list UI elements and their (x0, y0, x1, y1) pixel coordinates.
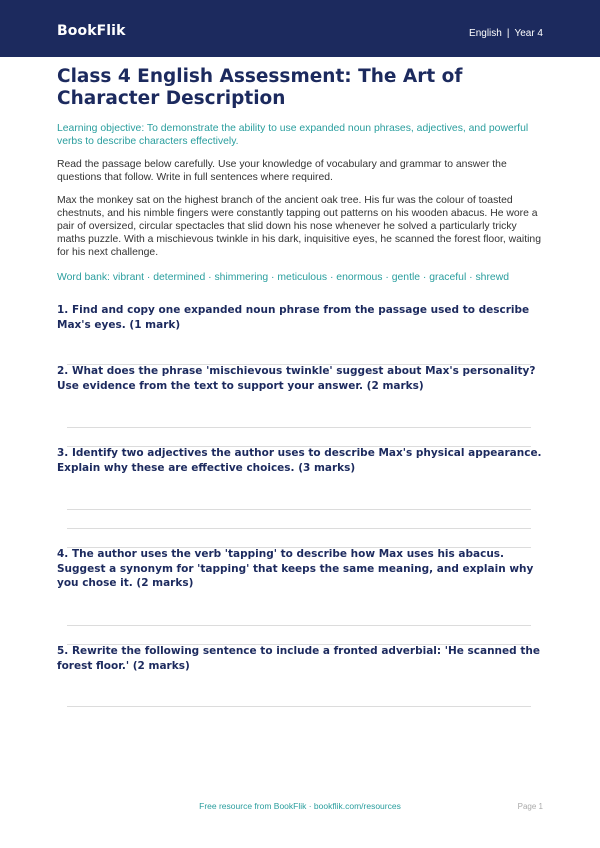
question-4: 4. The author uses the verb 'tapping' to describe how Max uses his abacus. Suggest a synonym for 'tapping' that keeps the same meaning, and explain why you chose it. (2 marks) (57, 548, 534, 589)
word-bank: Word bank: vibrant · determined · shimmering · meticulous · enormous · gentle · graceful · shrewd (57, 272, 509, 283)
question-1: 1. Find and copy one expanded noun phrase from the passage used to describe Max's eyes. (1 mark) (57, 304, 530, 331)
answer-line[interactable] (67, 509, 531, 510)
subject-year-meta (469, 28, 543, 39)
question-3: 3. Identify two adjectives the author uses to describe Max's physical appearance. Explain why these are effective choices. (3 marks) (57, 447, 542, 474)
page-title: Class 4 English Assessment: The Art of Character Description (57, 66, 463, 109)
answer-line[interactable] (67, 625, 531, 626)
site-header (0, 0, 600, 57)
answer-line[interactable] (67, 528, 531, 529)
instructions: Read the passage below carefully. Use your knowledge of vocabulary and grammar to answer the questions that follow. Write in full sentences where required. (57, 159, 507, 183)
question-2: 2. What does the phrase 'mischievous twinkle' suggest about Max's personality? Use evidence from the text to support your answer. (2 marks) (57, 365, 536, 392)
meta-separator: | (506, 28, 510, 39)
year-label: Year 4 (514, 28, 543, 39)
footer-resource-link[interactable]: Free resource from BookFlik · bookflik.com/resources (199, 801, 401, 811)
brand-logo-text[interactable]: BookFlik (57, 23, 126, 39)
answer-line[interactable] (67, 427, 531, 428)
page-number: Page 1 (517, 802, 543, 811)
question-5: 5. Rewrite the following sentence to include a fronted adverbial: 'He scanned the forest floor.' (2 marks) (57, 645, 540, 672)
subject-label: English (469, 28, 502, 39)
answer-line[interactable] (67, 706, 531, 707)
reading-passage: Max the monkey sat on the highest branch of the ancient oak tree. His fur was the colour of toasted chestnuts, and his nimble fingers were constantly tapping out patterns on his wooden abacus. He wore a pair of oversized, circular spectacles that slid down his nose whenever he solved a particularly tricky maths puzzle. With a mischievous twinkle in his dark, inquisitive eyes, he scanned the forest floor, waiting for his next challenge. (57, 195, 541, 258)
learning-objective: Learning objective: To demonstrate the ability to use expanded noun phrases, adjectives, and powerful verbs to describe characters effectively. (57, 123, 529, 147)
